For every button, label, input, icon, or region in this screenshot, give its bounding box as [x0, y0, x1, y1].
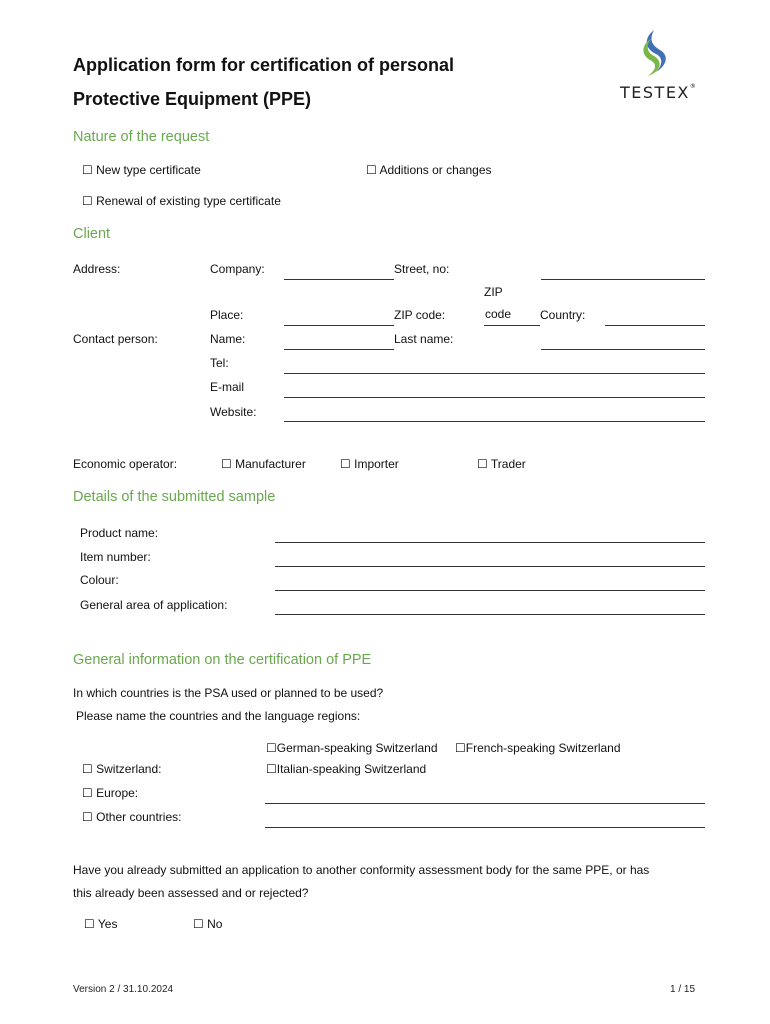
tel-field[interactable]: [284, 373, 705, 374]
checkbox-label: Italian-speaking Switzerland: [276, 762, 427, 776]
testex-logo-icon: [630, 28, 680, 78]
checkbox-icon[interactable]: ☐: [82, 194, 93, 208]
zip-code-label: ZIP code:: [394, 308, 446, 322]
footer-page-number: 1 / 15: [670, 984, 696, 995]
address-label: Address:: [73, 262, 121, 276]
checkbox-icon[interactable]: ☐: [221, 457, 232, 471]
colour-field[interactable]: [275, 590, 705, 591]
checkbox-label: Europe:: [96, 786, 139, 800]
item-number-label: Item number:: [80, 550, 151, 564]
checkbox-icon[interactable]: ☐: [366, 163, 377, 177]
general-area-label: General area of application:: [80, 598, 228, 612]
checkbox-italian-switzerland[interactable]: [266, 762, 426, 776]
checkbox-europe[interactable]: [82, 786, 138, 800]
checkbox-yes[interactable]: [84, 917, 117, 931]
section-heading-client: Client: [73, 226, 111, 242]
checkbox-label: French-speaking Switzerland: [465, 741, 621, 755]
countries-question: In which countries is the PSA used or planned to be used?: [73, 686, 384, 700]
checkbox-icon[interactable]: ☐: [82, 786, 93, 800]
product-name-label: Product name:: [80, 526, 159, 540]
general-area-field[interactable]: [275, 614, 705, 615]
zip-label-bottom: code: [485, 307, 512, 321]
checkbox-icon[interactable]: ☐: [455, 741, 466, 755]
economic-operator-label: Economic operator:: [73, 457, 178, 471]
name-field[interactable]: [284, 349, 394, 350]
company-label: Company:: [210, 262, 265, 276]
checkbox-icon[interactable]: ☐: [82, 762, 93, 776]
section-heading-general: General information on the certification of PPE: [73, 652, 372, 668]
section-heading-nature: Nature of the request: [73, 129, 210, 145]
checkbox-label: Switzerland:: [96, 762, 162, 776]
page-title-line2: Protective Equipment (PPE): [73, 89, 312, 109]
checkbox-label: German-speaking Switzerland: [276, 741, 438, 755]
checkbox-additions[interactable]: [366, 163, 492, 177]
checkbox-label: New type certificate: [96, 163, 201, 177]
company-field[interactable]: [284, 279, 394, 280]
checkbox-manufacturer[interactable]: [221, 457, 306, 471]
checkbox-french-switzerland[interactable]: [455, 741, 621, 755]
contact-person-label: Contact person:: [73, 332, 158, 346]
website-label: Website:: [210, 405, 257, 419]
checkbox-other-countries[interactable]: [82, 810, 181, 824]
tel-label: Tel:: [210, 356, 229, 370]
checkbox-label: Trader: [490, 457, 526, 471]
checkbox-icon[interactable]: ☐: [82, 163, 93, 177]
checkbox-icon[interactable]: ☐: [193, 917, 204, 931]
checkbox-new-type[interactable]: [82, 163, 201, 177]
last-name-label: Last name:: [394, 332, 454, 346]
footer-version: Version 2 / 31.10.2024: [73, 984, 174, 995]
zip-code-field[interactable]: [484, 325, 540, 326]
place-field[interactable]: [284, 325, 394, 326]
checkbox-trader[interactable]: [477, 457, 526, 471]
place-label: Place:: [210, 308, 244, 322]
other-countries-field[interactable]: [265, 827, 705, 828]
checkbox-german-switzerland[interactable]: [266, 741, 438, 755]
country-label: Country:: [540, 308, 586, 322]
checkbox-no[interactable]: [193, 917, 222, 931]
checkbox-label: Manufacturer: [235, 457, 306, 471]
checkbox-label: Other countries:: [96, 810, 182, 824]
checkbox-icon[interactable]: ☐: [84, 917, 95, 931]
country-field[interactable]: [605, 325, 705, 326]
checkbox-importer[interactable]: [340, 457, 399, 471]
name-label: Name:: [210, 332, 246, 346]
website-field[interactable]: [284, 421, 705, 422]
checkbox-label: Yes: [97, 917, 118, 931]
checkbox-renewal[interactable]: [82, 194, 281, 208]
item-number-field[interactable]: [275, 566, 705, 567]
checkbox-label: No: [207, 917, 223, 931]
product-name-field[interactable]: [275, 542, 705, 543]
checkbox-label: Importer: [354, 457, 399, 471]
last-name-field[interactable]: [541, 349, 705, 350]
street-label: Street, no:: [394, 262, 450, 276]
street-field[interactable]: [541, 279, 705, 280]
prior-application-question-line2: this already been assessed and or rejected?: [73, 886, 309, 900]
page-title-line1: Application form for certification of personal: [73, 55, 455, 75]
checkbox-icon[interactable]: ☐: [82, 810, 93, 824]
checkbox-label: Additions or changes: [379, 163, 492, 177]
testex-logo-text: TESTEX®: [620, 83, 698, 102]
section-heading-sample: Details of the submitted sample: [73, 489, 276, 505]
checkbox-switzerland[interactable]: [82, 762, 161, 776]
colour-label: Colour:: [80, 573, 119, 587]
zip-label-top: ZIP: [484, 285, 503, 299]
email-field[interactable]: [284, 397, 705, 398]
email-label: E-mail: [210, 380, 245, 394]
checkbox-label: Renewal of existing type certificate: [96, 194, 281, 208]
prior-application-question-line1: Have you already submitted an application to another conformity assessment body for the same PPE, or has: [73, 863, 650, 877]
checkbox-icon[interactable]: ☐: [477, 457, 488, 471]
europe-field[interactable]: [265, 803, 705, 804]
checkbox-icon[interactable]: ☐: [340, 457, 351, 471]
checkbox-icon[interactable]: ☐: [266, 762, 277, 776]
countries-instruction: Please name the countries and the language regions:: [76, 709, 361, 723]
checkbox-icon[interactable]: ☐: [266, 741, 277, 755]
